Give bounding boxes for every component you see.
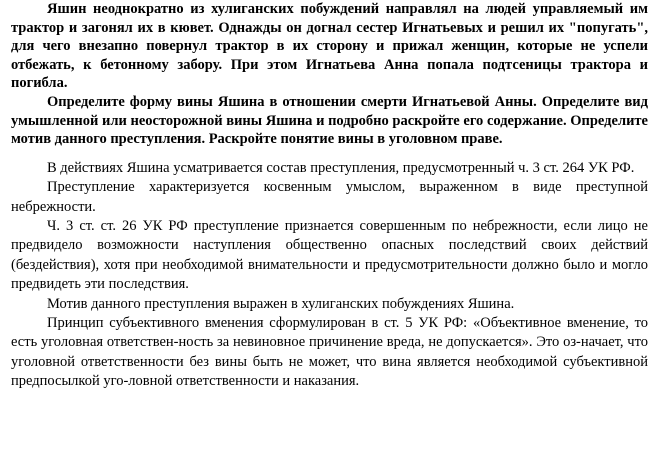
answer-paragraph-5: Принцип субъективного вменения сформулирован в ст. 5 УК РФ: «Объективное вменение, то есть уголовная ответствен-ность за невиновное причинение вреда, не допускается». Это оз-начает, что уголовной ответственности без вины быть не может, что вина является необходимой субъективной предпосылкой уго-ловной ответственности и наказания. [11,315,648,390]
answer-paragraph-1: В действиях Яшина усматривается состав преступления, предусмотренный ч. 3 ст. 264 УК РФ. [47,159,635,176]
answer-block [11,159,648,392]
answer-paragraph-2: Преступление характеризуется косвенным умыслом, выраженном в виде преступной небрежности. [11,179,648,215]
task-block [11,0,648,149]
task-paragraph-2: Определите форму вины Яшина в отношении смерти Игнатьевой Анны. Определите вид умышленной или неосторожной вины Яшина и подробно раскройте его содержание. Определите мотив данного преступления. Раскройте понятие вины в уголовном праве. [11,93,648,148]
answer-paragraph-4: Мотив данного преступления выражен в хулиганских побуждениях Яшина. [47,295,515,312]
task-paragraph-1: Яшин неоднократно из хулиганских побуждений направлял на людей управляемый им трактор и загонял их в кювет. Однажды он догнал сестер Игнатьевых и решил их "попугать", для чего внезапно повернул трактор в их сторону и прижал женщин, которые не успели отбежать, к бетонному забору. При этом Игнатьева Анна попала подтсеницы трактора и погибла. [11,1,648,92]
answer-paragraph-3: Ч. 3 ст. ст. 26 УК РФ преступление признается совершенным по небрежности, если лицо не предвидело возможности наступления общественно опасных последствий своих действий (бездействия), хотя при необходимой внимательности и предусмотрительности должно было и могло предвидеть эти последствия. [11,217,648,293]
